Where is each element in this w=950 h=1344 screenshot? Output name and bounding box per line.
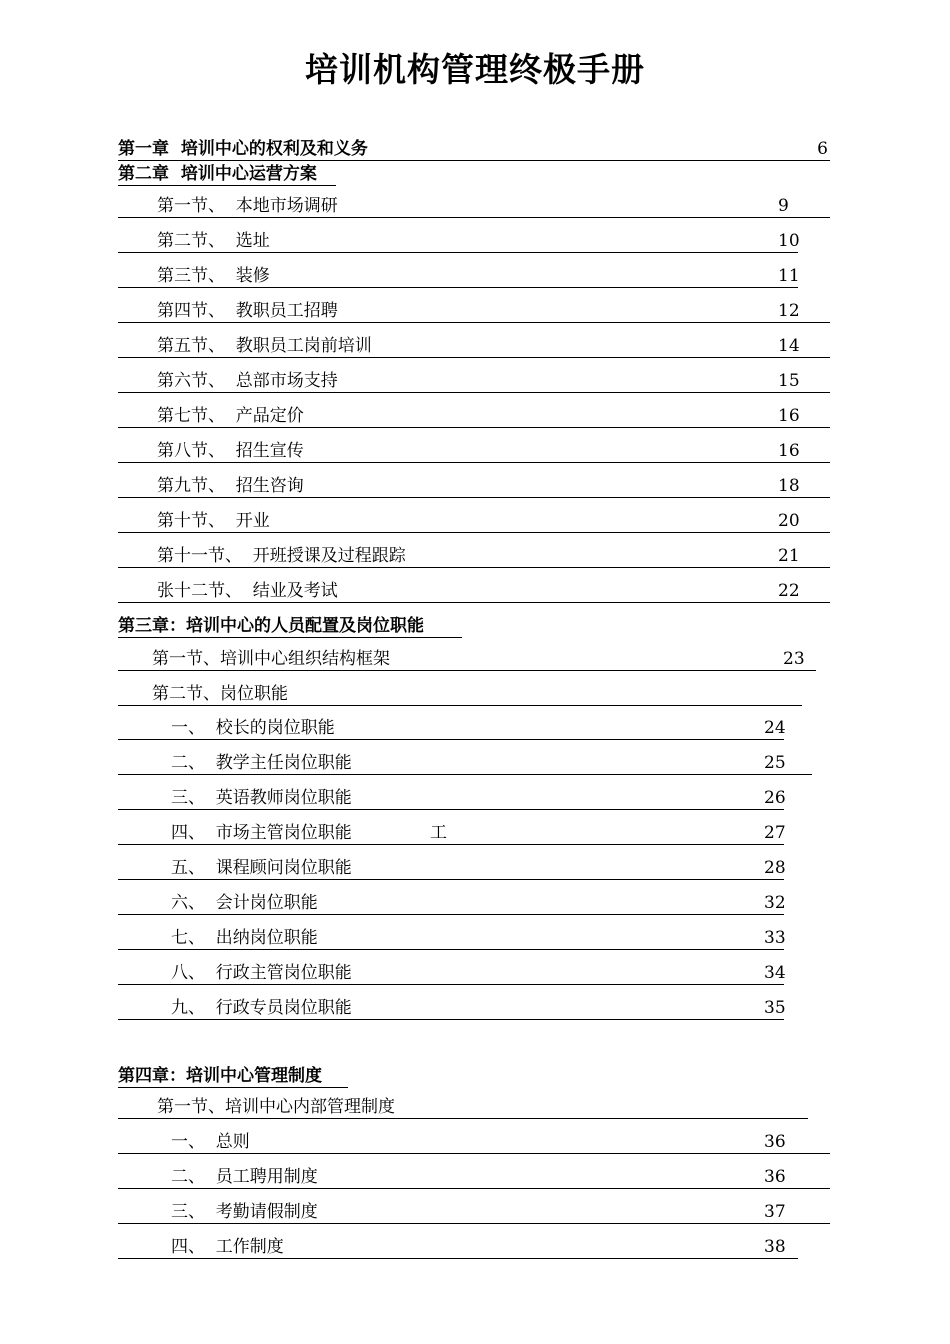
toc-page-number: 11 — [778, 266, 800, 286]
toc-chapter-3[interactable] — [118, 612, 462, 638]
toc-section[interactable] — [118, 227, 798, 253]
toc-section[interactable] — [118, 1093, 808, 1119]
toc-section-label: 四、 工作制度 — [171, 1237, 284, 1257]
toc-page-number: 16 — [778, 406, 800, 426]
toc-subsection[interactable] — [118, 749, 812, 775]
toc-page-number: 21 — [778, 546, 800, 566]
toc-section-label: 第九节、 招生咨询 — [157, 476, 304, 496]
toc-section-label: 七、 出纳岗位职能 — [171, 928, 318, 948]
toc-section-label: 八、 行政主管岗位职能 — [171, 963, 352, 983]
toc-section-label: 九、 行政专员岗位职能 — [171, 998, 352, 1018]
toc-section-label: 三、 英语教师岗位职能 — [171, 788, 352, 808]
toc-subsection[interactable] — [118, 784, 784, 810]
toc-subsection[interactable] — [118, 1128, 830, 1154]
toc-subsection[interactable] — [118, 819, 784, 845]
toc-section-label: 第二节、 选址 — [157, 231, 270, 251]
toc-page-number: 6 — [817, 139, 828, 159]
toc-page-number: 33 — [764, 928, 786, 948]
toc-subsection[interactable] — [118, 889, 784, 915]
toc-page-number: 18 — [778, 476, 800, 496]
toc-page-number: 16 — [778, 441, 800, 461]
toc-page-number: 36 — [764, 1167, 786, 1187]
toc-section[interactable] — [118, 680, 802, 706]
toc-chapter-2[interactable] — [118, 160, 336, 186]
toc-section[interactable] — [118, 367, 830, 393]
toc-page-number: 38 — [764, 1237, 786, 1257]
toc-section-label: 第一节、培训中心内部管理制度 — [157, 1097, 395, 1117]
toc-subsection[interactable] — [118, 854, 784, 880]
toc-section-label: 二、 员工聘用制度 — [171, 1167, 318, 1187]
toc-section[interactable] — [118, 192, 830, 218]
toc-page-number: 22 — [778, 581, 800, 601]
toc-page-number: 37 — [764, 1202, 786, 1222]
toc-section-label: 一、 校长的岗位职能 — [171, 718, 335, 738]
toc-section-label: 第七节、 产品定价 — [157, 406, 304, 426]
toc-section[interactable] — [118, 332, 830, 358]
toc-subsection[interactable] — [118, 994, 784, 1020]
toc-chapter-label: 第三章：培训中心的人员配置及岗位职能 — [118, 616, 424, 636]
toc-chapter-label: 第二章 培训中心运营方案 — [118, 164, 317, 184]
toc-section-label: 一、 总则 — [171, 1132, 250, 1152]
toc-subsection[interactable] — [118, 1163, 830, 1189]
toc-section-label: 第二节、岗位职能 — [152, 684, 288, 704]
toc-page-number: 14 — [778, 336, 800, 356]
toc-page-number: 32 — [764, 893, 786, 913]
toc-chapter-4[interactable] — [118, 1062, 348, 1088]
toc-section-label: 第一节、 本地市场调研 — [157, 196, 338, 216]
toc-page-number: 15 — [778, 371, 800, 391]
toc-subsection[interactable] — [118, 1198, 830, 1224]
toc-page-number: 27 — [764, 823, 786, 843]
toc-page-number: 23 — [783, 649, 805, 669]
toc-subsection[interactable] — [118, 959, 784, 985]
toc-section[interactable] — [118, 542, 830, 568]
toc-section[interactable] — [118, 645, 816, 671]
toc-subsection[interactable] — [118, 714, 784, 740]
toc-page-number: 28 — [764, 858, 786, 878]
toc-page-number: 26 — [764, 788, 786, 808]
toc-section-label: 第三节、 装修 — [157, 266, 270, 286]
toc-page-number: 36 — [764, 1132, 786, 1152]
toc-section[interactable] — [118, 577, 830, 603]
toc-page-number: 25 — [764, 753, 786, 773]
toc-section[interactable] — [118, 437, 830, 463]
toc-page-number: 10 — [778, 231, 800, 251]
toc-section-label: 第八节、 招生宣传 — [157, 441, 304, 461]
toc-section-label: 五、 课程顾问岗位职能 — [171, 858, 352, 878]
toc-chapter-1[interactable] — [118, 135, 830, 161]
toc-section-label: 第一节、培训中心组织结构框架 — [152, 649, 390, 669]
toc-section-label: 第十节、 开业 — [157, 511, 270, 531]
toc-section-label: 四、 市场主管岗位职能 — [171, 823, 352, 843]
toc-subsection[interactable] — [118, 924, 784, 950]
toc-section-label: 三、 考勤请假制度 — [171, 1202, 318, 1222]
toc-section-label: 第五节、 教职员工岗前培训 — [157, 336, 372, 356]
toc-section-label: 二、 教学主任岗位职能 — [171, 753, 352, 773]
toc-page-number: 20 — [778, 511, 800, 531]
toc-page-number: 9 — [778, 196, 789, 216]
toc-section-label: 第四节、 教职员工招聘 — [157, 301, 338, 321]
toc-stray-char: 工 — [430, 823, 447, 843]
toc-section[interactable] — [118, 472, 830, 498]
toc-section[interactable] — [118, 262, 798, 288]
toc-section[interactable] — [118, 402, 830, 428]
toc-chapter-label: 第四章：培训中心管理制度 — [118, 1066, 322, 1086]
toc-section-label: 六、 会计岗位职能 — [171, 893, 318, 913]
toc-page-number: 35 — [764, 998, 786, 1018]
toc-chapter-label: 第一章 培训中心的权利及和义务 — [118, 139, 368, 159]
toc-section[interactable] — [118, 507, 830, 533]
toc-section-label: 第六节、 总部市场支持 — [157, 371, 338, 391]
toc-section[interactable] — [118, 297, 830, 323]
toc-page-number: 24 — [764, 718, 786, 738]
toc-section-label: 张十二节、 结业及考试 — [157, 581, 338, 601]
toc-page-number: 12 — [778, 301, 800, 321]
toc-page-number: 34 — [764, 963, 786, 983]
toc-section-label: 第十一节、 开班授课及过程跟踪 — [157, 546, 406, 566]
toc-subsection[interactable] — [118, 1233, 798, 1259]
document-title: 培训机构管理终极手册 — [305, 50, 645, 89]
